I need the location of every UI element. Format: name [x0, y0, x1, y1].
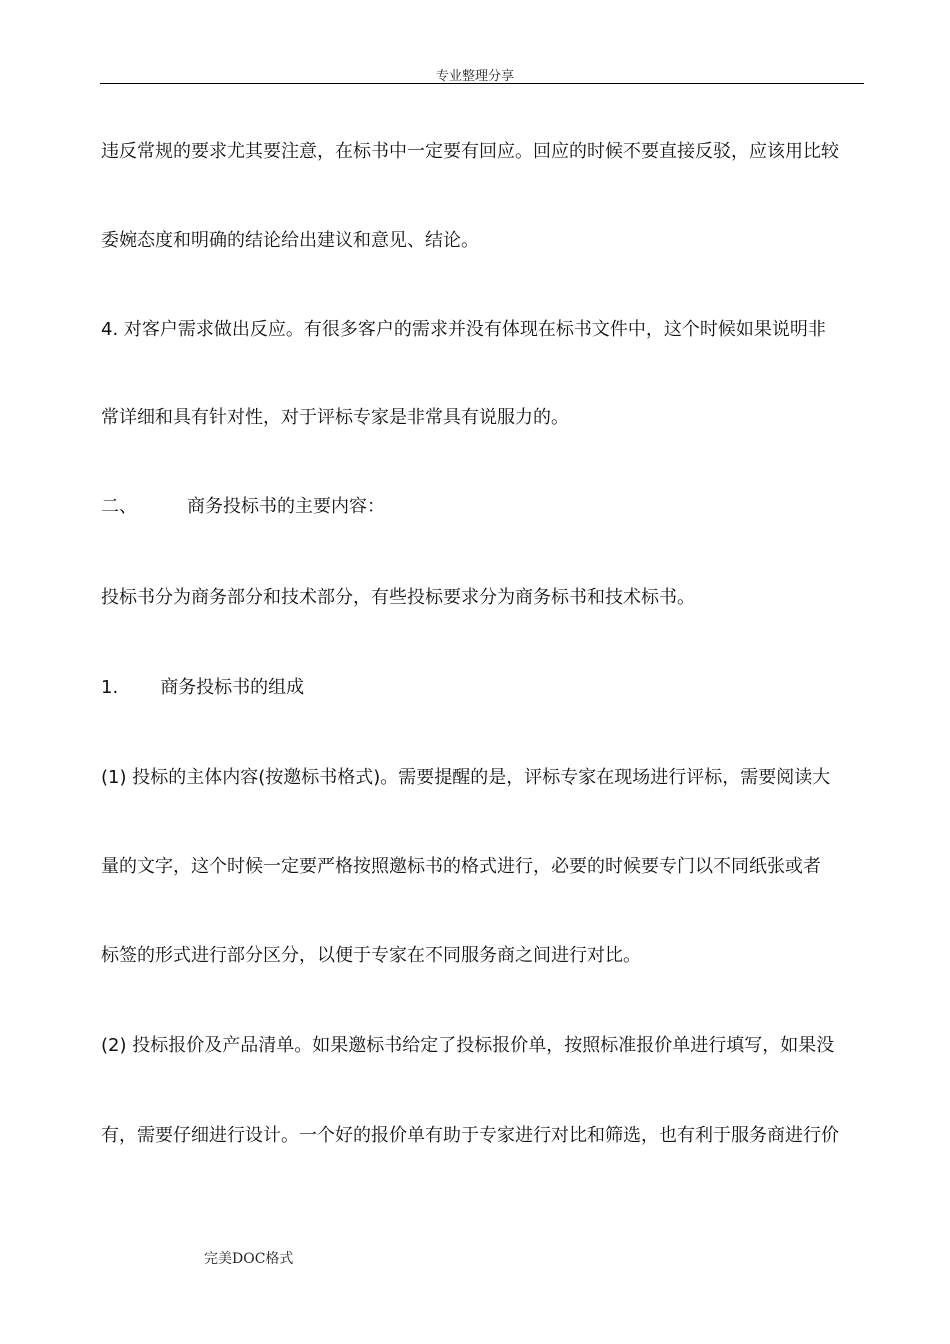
subsection-1-number: 1. — [101, 677, 119, 698]
section-2-heading — [101, 495, 866, 519]
page-footer-text: 完美DOC格式 — [204, 1251, 294, 1267]
paragraph-3-line-1: 投标书分为商务部分和技术部分，有些投标要求分为商务标书和技术标书。 — [101, 587, 695, 608]
paragraph-5-line-1: (2) 投标报价及产品清单。如果邀标书给定了投标报价单，按照标准报价单进行填写，如果没 — [101, 1035, 835, 1056]
paragraph-5-line-2: 有，需要仔细进行设计。一个好的报价单有助于专家进行对比和筛选，也有利于服务商进行价 — [101, 1125, 839, 1146]
paragraph-4-line-2: 量的文字，这个时候一定要严格按照邀标书的格式进行，必要的时候要专门以不同纸张或者 — [101, 856, 821, 877]
subsection-1-heading — [101, 676, 866, 700]
paragraph-4-line-1: (1) 投标的主体内容(按邀标书格式)。需要提醒的是，评标专家在现场进行评标，需要阅读大 — [101, 767, 831, 788]
paragraph-1-line-2: 委婉态度和明确的结论给出建议和意见、结论。 — [101, 230, 479, 251]
header-divider — [100, 83, 864, 84]
section-2-number: 二、 — [101, 496, 137, 517]
paragraph-2-line-1: 4. 对客户需求做出反应。有很多客户的需求并没有体现在标书文件中，这个时候如果说明非 — [101, 319, 826, 340]
page-header-title: 专业整理分享 — [435, 69, 514, 84]
section-2-title: 商务投标书的主要内容： — [187, 496, 385, 517]
paragraph-1-line-1: 违反常规的要求尤其要注意，在标书中一定要有回应。回应的时候不要直接反驳，应该用比较 — [101, 141, 839, 162]
paragraph-4-line-3: 标签的形式进行部分区分，以便于专家在不同服务商之间进行对比。 — [101, 945, 641, 966]
paragraph-2-line-2: 常详细和具有针对性，对于评标专家是非常具有说服力的。 — [101, 407, 569, 428]
subsection-1-title: 商务投标书的组成 — [160, 677, 305, 698]
